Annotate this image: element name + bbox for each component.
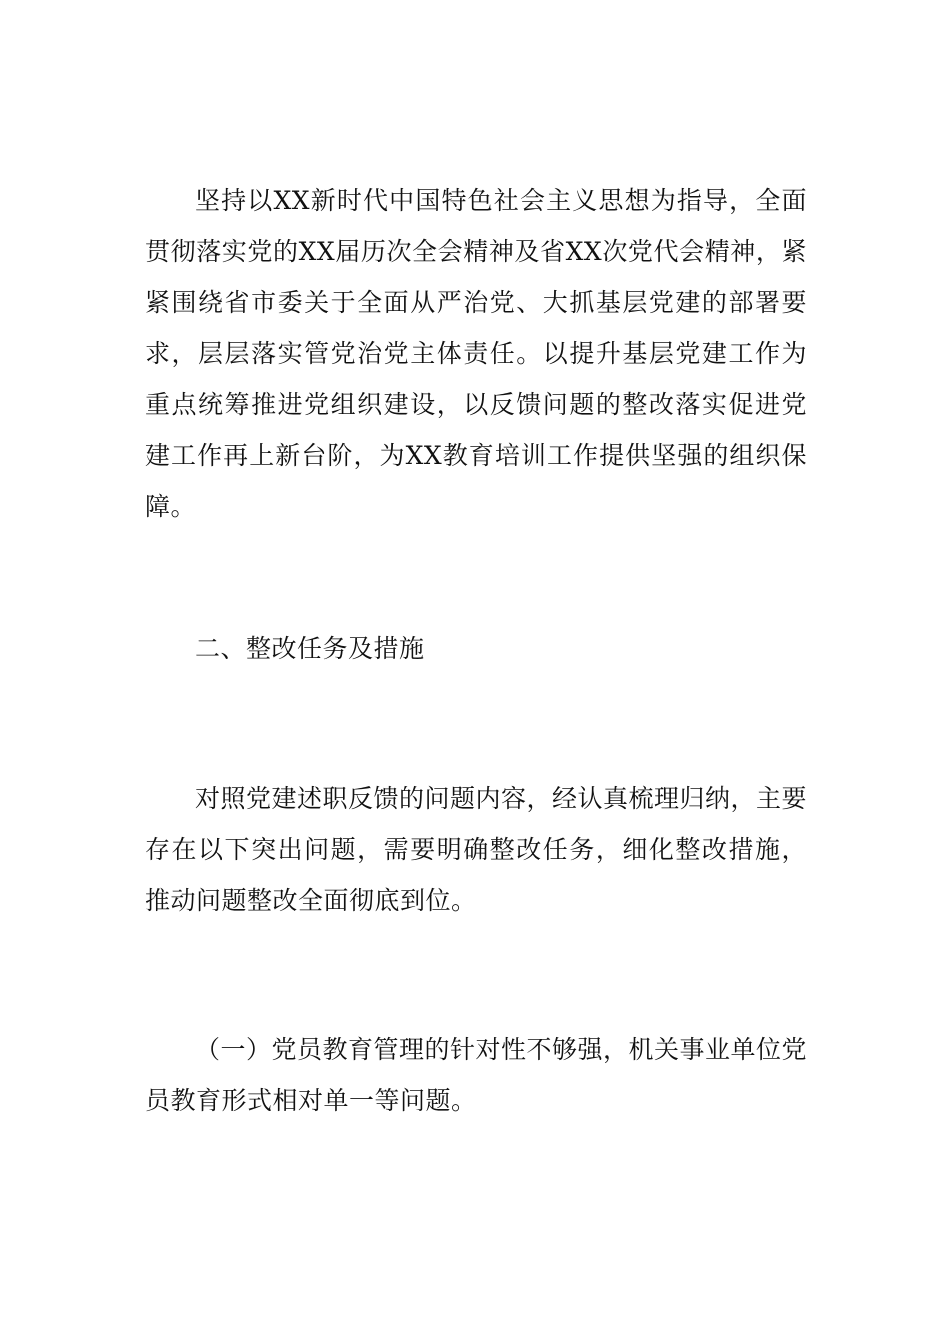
section-heading-rectification-tasks: 二、整改任务及措施 [195, 634, 425, 663]
paragraph-problem-overview: 对照党建述职反馈的问题内容，经认真梳理归纳，主要存在以下突出问题，需要明确整改任务，细化整改措施，推动问题整改全面彻底到位。 [145, 784, 808, 915]
paragraph-guiding-ideology: 坚持以XX新时代中国特色社会主义思想为指导，全面贯彻落实党的XX届历次全会精神及省XX次党代会精神，紧紧围绕省市委关于全面从严治党、大抓基层党建的部署要求，层层落实管党治党主体责任。以提升基层党建工作为重点统筹推进党组织建设，以反馈问题的整改落实促进党建工作再上新台阶，为XX教育培训工作提供坚强的组织保障。 [145, 186, 807, 521]
paragraph-issue-one: （一）党员教育管理的针对性不够强，机关事业单位党员教育形式相对单一等问题。 [145, 1035, 808, 1115]
